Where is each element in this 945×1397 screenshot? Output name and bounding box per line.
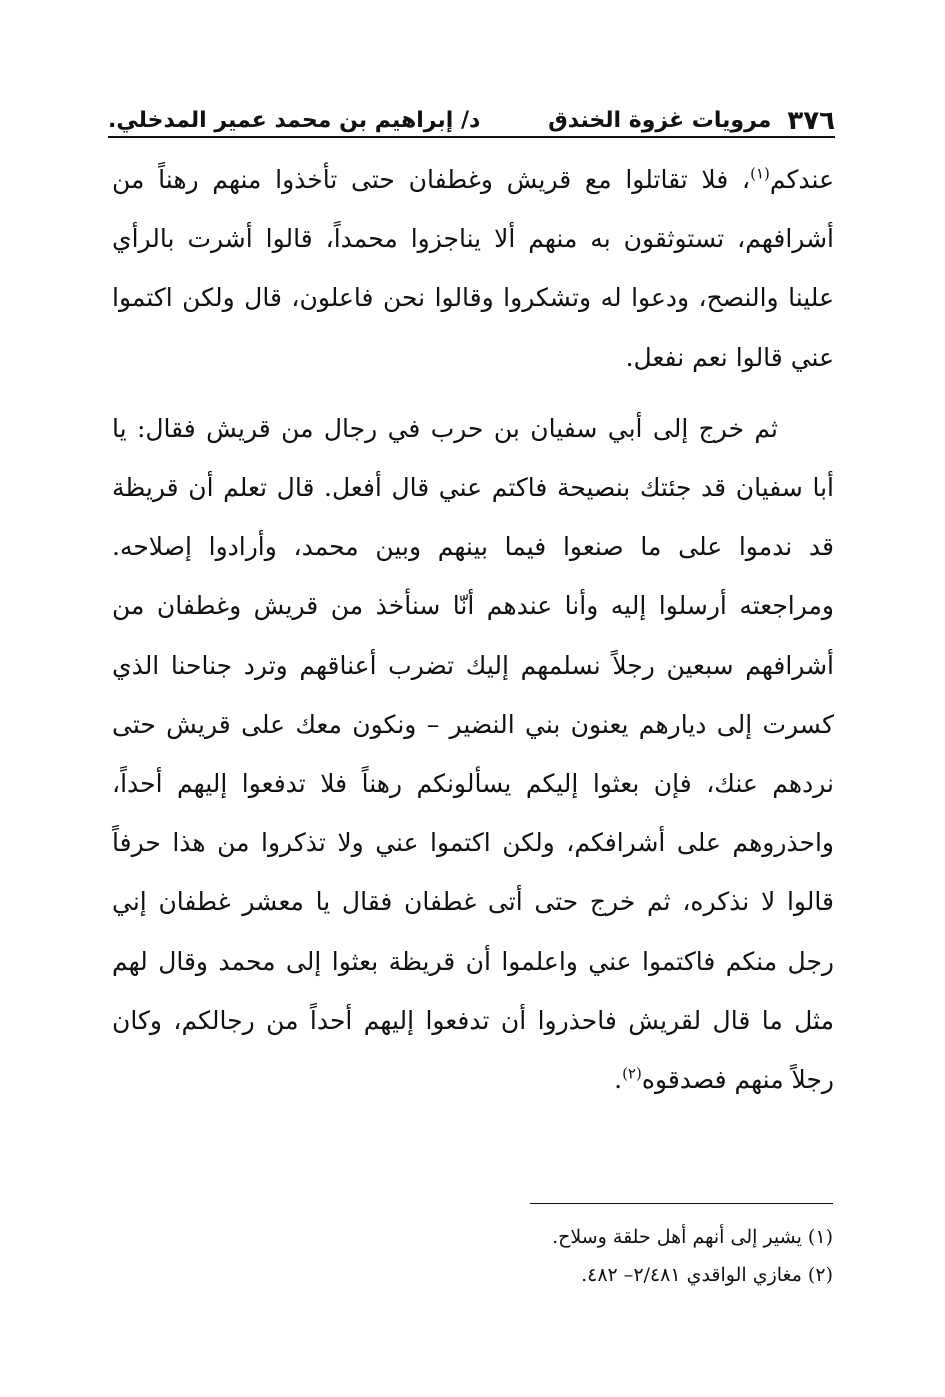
paragraph-2: [112, 399, 834, 1109]
text-segment: ، فلا تقاتلوا مع قريش وغطفان حتى تأخذوا منهم رهناً من أشرافهم، تستوثقون به منهم ألا يناجزوا محمداً، قالوا أشرت بالرأي علينا والنصح، ودعوا له وتشكروا وقالوا نحن فاعلون، قال ولكن اكتموا عني قالوا نعم نفعل.: [112, 165, 834, 372]
footnote-ref-1: (١): [750, 164, 770, 183]
text-segment: عندكم: [769, 165, 834, 194]
footnote-ref-2: (٢): [622, 1064, 642, 1083]
page-header: [108, 96, 835, 136]
paragraph-1: [112, 150, 834, 387]
footnote-1: (١) يشير إلى أنهم أهل حلقة وسلاح.: [552, 1226, 833, 1248]
header-right-group: [548, 106, 835, 136]
text-segment: ثم خرج إلى أبي سفيان بن حرب في رجال من قريش فقال: يا أبا سفيان قد جئتك بنصيحة فاكتم عني قال أفعل. قال تعلم أن قريظة قد ندموا على ما صنعوا فيما بينهم وبين محمد، وأرادوا إصلاحه. ومراجعته أرسلوا إليه وأنا عندهم أنّا سنأخذ من قريش وغطفان من أشرافهم سبعين رجلاً نسلمهم إليك تضرب أعناقهم وترد جناحنا الذي كسرت إلى ديارهم يعنون بني النضير – ونكون معك على قريش حتى نردهم عنك، فإن بعثوا إليكم يسألونكم رهناً فلا تدفعوا إليهم أحداً، واحذروهم على أشرافكم، ولكن اكتموا عني ولا تذكروا من هذا حرفاً قالوا لا نذكره، ثم خرج حتى أتى غطفان فقال يا معشر غطفان إني رجل منكم فاكتموا عني واعلموا أن قريظة بعثوا إلى محمد وقال لهم مثل ما قال لقريش فاحذروا أن تدفعوا إليهم أحداً من رجالكم، وكان رجلاً منهم فصدقوه: [112, 413, 834, 1095]
header-rule: [108, 136, 835, 138]
footnotes: [420, 1218, 833, 1294]
body-text: [112, 150, 834, 1109]
text-segment: .: [614, 1065, 623, 1095]
book-title: مرويات غزوة الخندق: [548, 108, 772, 133]
page-number: ٣٧٦: [787, 106, 835, 136]
footnote-separator: [530, 1203, 833, 1204]
footnote-2: (٢) مغازي الواقدي ٢/٤٨١– ٤٨٢.: [581, 1264, 833, 1286]
author-name: د/ إبراهيم بن محمد عمير المدخلي.: [108, 108, 481, 133]
